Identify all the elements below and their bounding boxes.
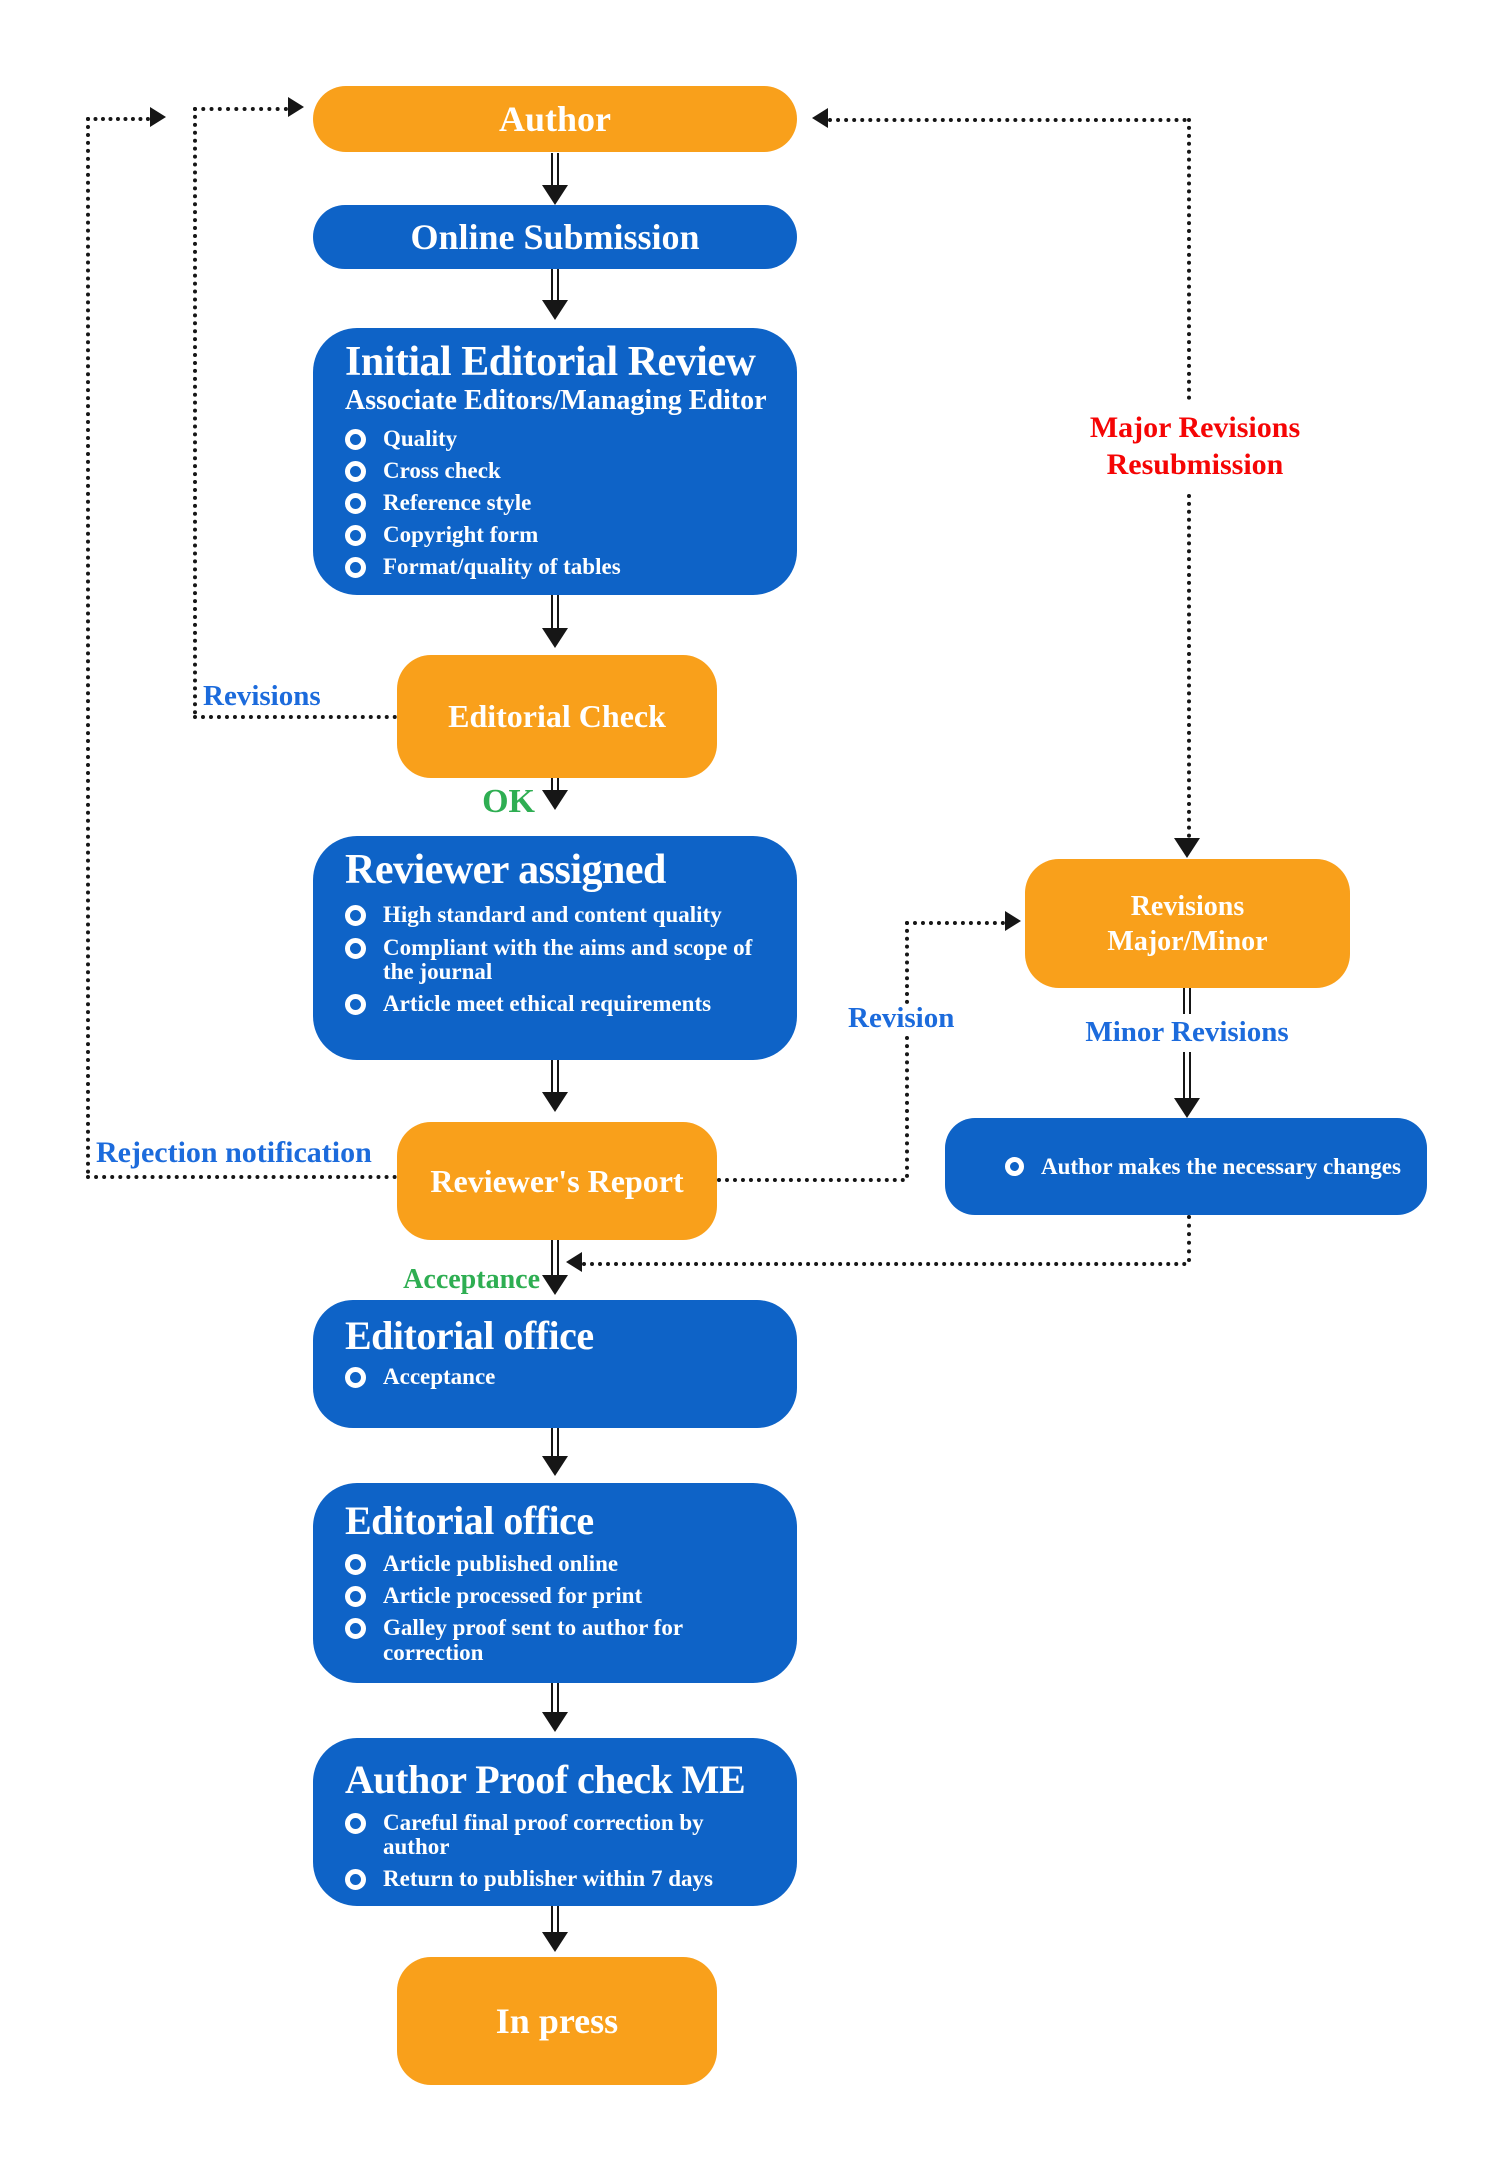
bullet-list xyxy=(345,1552,773,1665)
node-subtitle: Associate Editors/Managing Editor xyxy=(345,385,767,417)
edge-revision-arrowhead-icon xyxy=(1005,911,1021,931)
bullet-list xyxy=(345,1811,773,1891)
list-item-text: Compliant with the aims and scope of the journal xyxy=(383,934,753,984)
arrow-review-to-check-head-icon xyxy=(542,628,568,648)
edge-label-revision: Revision xyxy=(848,1002,955,1034)
list-item xyxy=(345,523,773,547)
arrow-reviewer-to-report-head-icon xyxy=(542,1092,568,1112)
edge-revisions-top-line xyxy=(193,107,288,111)
edge-revision-vertical-line-upper xyxy=(905,921,909,1004)
edge-changes-arrowhead-icon xyxy=(566,1252,582,1272)
edge-label-minor-revisions: Minor Revisions xyxy=(1085,1016,1289,1048)
edge-label-major-revisions-resubmission xyxy=(1040,410,1350,483)
list-item-text: Careful final proof correction by author xyxy=(383,1810,704,1860)
edge-resubmission-vertical-line-lower xyxy=(1187,494,1191,838)
list-item xyxy=(345,1584,773,1608)
list-item xyxy=(345,1552,773,1576)
edge-changes-horizontal-line xyxy=(582,1262,1187,1266)
node-title: Editorial office xyxy=(345,1498,594,1543)
arrow-check-to-reviewer-head-icon xyxy=(542,790,568,810)
arrow-author-to-submission-head-icon xyxy=(542,185,568,205)
list-item xyxy=(345,555,773,579)
node-editorial-check-title: Editorial Check xyxy=(448,698,666,734)
arrow-report-to-office-head-icon xyxy=(542,1275,568,1295)
edge-label-major-revisions: Major Revisions xyxy=(1089,411,1301,444)
node-revisions-major-minor-title xyxy=(1107,889,1267,959)
list-item xyxy=(345,1867,773,1891)
arrow-minor-revisions-shaft-lower xyxy=(1183,1052,1191,1098)
arrow-proof-to-press-shaft xyxy=(551,1906,559,1932)
bullet-list xyxy=(345,903,773,1016)
node-reviewers-report-title: Reviewer's Report xyxy=(430,1162,684,1199)
node-title: Reviewer assigned xyxy=(345,847,666,893)
node-revisions-major-minor xyxy=(1025,859,1350,988)
node-initial-editorial-review xyxy=(313,328,797,595)
edge-revisions-bottom-line xyxy=(193,715,397,719)
node-title: Author Proof check ME xyxy=(345,1757,746,1802)
node-reviewers-report xyxy=(397,1122,717,1240)
list-item xyxy=(345,491,773,515)
node-title: Editorial office xyxy=(345,1313,594,1358)
node-online-submission xyxy=(313,205,797,269)
list-item-text: Format/quality of tables xyxy=(383,554,621,580)
edge-changes-vertical-line xyxy=(1187,1215,1191,1262)
node-author xyxy=(313,86,797,152)
edge-label-rejection-notification: Rejection notification xyxy=(96,1136,372,1169)
edge-label-resubmission: Resubmission xyxy=(1106,447,1284,481)
node-title: Initial Editorial Review xyxy=(345,339,756,385)
edge-rejection-vertical-line xyxy=(86,117,90,1175)
node-author-title: Author xyxy=(498,99,611,139)
arrow-report-to-office-shaft xyxy=(551,1240,559,1275)
list-item-text: Article published online xyxy=(383,1551,619,1577)
ring-bullet-icon xyxy=(345,1618,366,1639)
node-title-line1: Revisions xyxy=(1130,890,1245,922)
list-item-text: Cross check xyxy=(383,457,501,483)
ring-bullet-icon xyxy=(345,493,366,514)
list-item xyxy=(345,936,773,984)
arrow-office-to-office-shaft xyxy=(551,1428,559,1456)
arrow-author-to-submission-shaft xyxy=(551,153,559,185)
node-title-line2: Major/Minor xyxy=(1107,925,1268,957)
edge-revision-horizontal-line xyxy=(717,1178,905,1182)
ring-bullet-icon xyxy=(345,1869,366,1890)
list-item-text: Article meet ethical requirements xyxy=(383,990,712,1016)
bullet-list xyxy=(345,1365,773,1389)
edge-rejection-arrowhead-icon xyxy=(150,107,166,127)
arrow-submission-to-review-shaft xyxy=(551,269,559,300)
ring-bullet-icon xyxy=(1005,1157,1024,1176)
arrow-reviewer-to-report-shaft xyxy=(551,1060,559,1092)
node-editorial-office-acceptance xyxy=(313,1300,797,1428)
arrow-minor-revisions-shaft-upper xyxy=(1183,988,1191,1014)
list-item-text: Reference style xyxy=(383,490,532,515)
node-author-makes-changes xyxy=(945,1118,1427,1215)
ring-bullet-icon xyxy=(345,557,366,578)
edge-revisions-vertical-line xyxy=(193,107,197,715)
list-item xyxy=(345,427,773,451)
list-item xyxy=(345,1616,773,1664)
edge-rejection-bottom-line xyxy=(86,1175,397,1179)
node-in-press xyxy=(397,1957,717,2085)
arrow-office-to-proof-shaft xyxy=(551,1683,559,1712)
edge-resubmission-vertical-line-upper xyxy=(1187,118,1191,400)
arrow-check-to-reviewer-shaft xyxy=(551,778,559,790)
arrow-office-to-proof-head-icon xyxy=(542,1712,568,1732)
ring-bullet-icon xyxy=(345,905,366,926)
list-item xyxy=(345,1811,773,1859)
arrow-proof-to-press-head-icon xyxy=(542,1932,568,1952)
list-item xyxy=(345,903,773,927)
ring-bullet-icon xyxy=(345,461,366,482)
edge-label-ok: OK xyxy=(482,783,535,820)
edge-rejection-top-line xyxy=(86,117,150,121)
bullet-list xyxy=(345,427,773,580)
list-item-text: Copyright form xyxy=(383,522,539,548)
arrow-review-to-check-shaft xyxy=(551,595,559,628)
edge-resubmission-top-line xyxy=(828,118,1187,122)
node-reviewer-assigned xyxy=(313,836,797,1060)
edge-revision-vertical-line-lower xyxy=(905,1036,909,1178)
ring-bullet-icon xyxy=(345,525,366,546)
node-author-makes-changes-text: Author makes the necessary changes xyxy=(1041,1153,1401,1179)
node-editorial-office-publication xyxy=(313,1483,797,1683)
edge-resubmission-arrowhead-icon xyxy=(812,108,828,128)
arrow-submission-to-review-head-icon xyxy=(542,300,568,320)
list-item-text: Article processed for print xyxy=(383,1583,643,1609)
ring-bullet-icon xyxy=(345,1586,366,1607)
edge-label-acceptance: Acceptance xyxy=(403,1264,540,1295)
ring-bullet-icon xyxy=(345,1367,366,1388)
arrow-minor-revisions-head-icon xyxy=(1174,1098,1200,1118)
ring-bullet-icon xyxy=(345,429,366,450)
edge-resubmission-down-arrowhead-icon xyxy=(1174,838,1200,858)
list-item-text: Acceptance xyxy=(383,1364,496,1390)
list-item xyxy=(345,1365,773,1389)
node-editorial-check xyxy=(397,655,717,778)
edge-revisions-arrowhead-icon xyxy=(288,97,304,117)
ring-bullet-icon xyxy=(345,994,366,1015)
list-item-text: High standard and content quality xyxy=(383,902,722,928)
list-item xyxy=(345,459,773,483)
ring-bullet-icon xyxy=(345,1554,366,1575)
node-in-press-title: In press xyxy=(495,2001,619,2041)
edge-label-revisions: Revisions xyxy=(203,680,321,712)
node-author-proof-check xyxy=(313,1738,797,1906)
ring-bullet-icon xyxy=(345,938,366,959)
list-item-text: Galley proof sent to author for correction xyxy=(383,1615,683,1665)
list-item xyxy=(345,992,773,1016)
node-online-submission-title: Online Submission xyxy=(410,217,700,257)
ring-bullet-icon xyxy=(345,1813,366,1834)
edge-revision-top-line xyxy=(905,921,1005,925)
arrow-office-to-office-head-icon xyxy=(542,1456,568,1476)
list-item-text: Return to publisher within 7 days xyxy=(383,1866,713,1892)
list-item-text: Quality xyxy=(383,425,458,451)
